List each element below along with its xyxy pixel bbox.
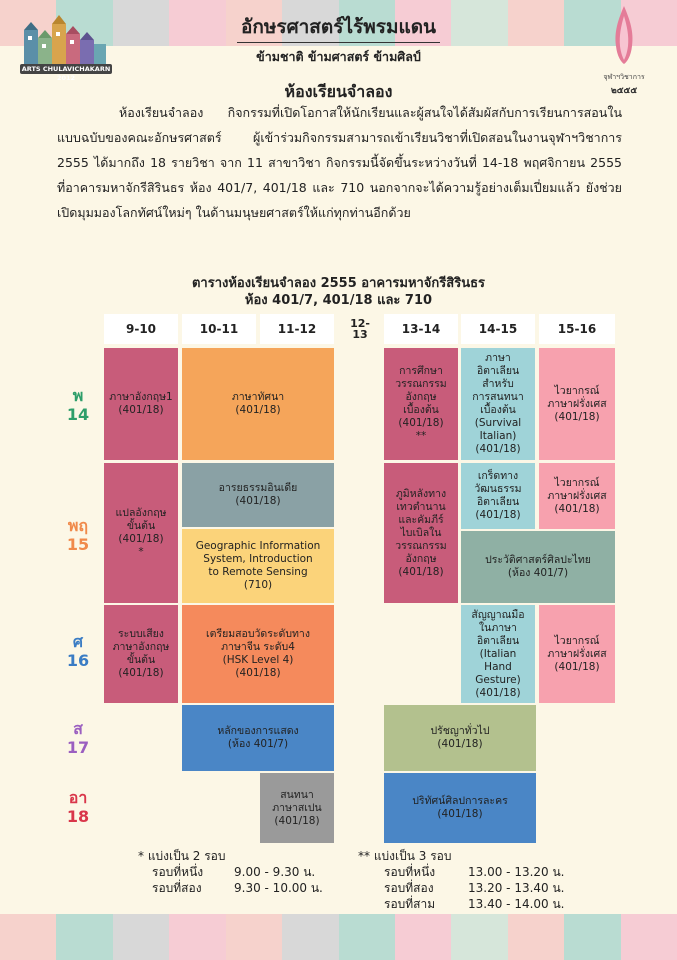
class-spanish-conversation <box>260 773 334 843</box>
bottom-color-stripe <box>0 914 677 960</box>
cell-text-line: ประวัติศาสตร์ศิลปะไทย <box>485 554 591 566</box>
class-hsk-level-4 <box>182 605 334 703</box>
col-header-10-11: 10-11 <box>182 314 256 344</box>
round-time: 13.00 - 13.20 น. <box>468 865 565 879</box>
day-abbr: พ <box>72 386 84 405</box>
cell-text-line: ภาษา <box>485 352 511 364</box>
cell-text-line: วรรณกรรม <box>395 539 447 552</box>
round-label: รอบที่สอง <box>384 881 434 895</box>
class-italian-hand-gesture <box>461 605 535 703</box>
cell-text-line: สำหรับ <box>482 378 514 390</box>
round-time: 9.00 - 9.30 น. <box>234 865 316 879</box>
cell-text-line: อังกฤษ <box>405 552 437 565</box>
day-label-thu <box>55 516 101 554</box>
cell-text-line: ไวยากรณ์ <box>554 476 600 489</box>
col-header-15-16: 15-16 <box>539 314 615 344</box>
cell-text-line: การสนทนา <box>472 391 524 403</box>
page-subtitle: ข้ามชาติ ข้ามศาสตร์ ข้ามศิลป์ <box>256 49 421 64</box>
cell-text-line: (401/18) <box>398 417 444 429</box>
cell-text-line: (401/18) <box>475 686 521 699</box>
page-header <box>0 8 677 67</box>
note-round-row <box>358 896 565 912</box>
class-indian-civilization <box>182 463 334 527</box>
cell-text-line: (401/18) <box>437 738 483 750</box>
class-intro-english-literature <box>384 348 458 460</box>
cell-text-line: (ห้อง 401/7) <box>507 567 569 579</box>
cell-text-line: อังกฤษ <box>405 391 437 403</box>
col-header-12: 12- <box>350 317 370 330</box>
cell-text-line: ภาษาสเปน <box>272 801 322 814</box>
class-french-grammar-2 <box>539 463 615 529</box>
cell-text-line: (HSK Level 4) <box>222 654 294 666</box>
day-label-fri <box>55 632 101 670</box>
col-header-12-13 <box>340 314 380 344</box>
cell-text-line: เบื้องต้น <box>480 404 516 416</box>
cell-text-line: System, Introduction <box>203 553 313 565</box>
page-title: อักษรศาสตร์ไร้พรมแดน <box>237 12 440 43</box>
note-round-row <box>358 864 565 880</box>
cell-text-line: Gesture) <box>475 673 521 686</box>
note-round-row <box>138 864 323 880</box>
cell-text-line: วรรณกรรม <box>395 378 447 390</box>
cell-text-line: เกร็ดทาง <box>477 470 519 482</box>
schedule-title-line2: ห้อง 401/7, 401/18 และ 710 <box>244 293 433 308</box>
cell-text-line: (401/18) <box>554 660 600 673</box>
round-time: 13.40 - 14.00 น. <box>468 897 565 911</box>
day-label-sun <box>55 788 101 826</box>
day-num: 18 <box>66 807 90 826</box>
cell-text-line: เตรียมสอบวัดระดับทาง <box>206 628 310 640</box>
class-english1 <box>104 348 178 460</box>
cell-text-line: (401/18) <box>235 404 281 416</box>
cell-text-line: ขั้นต้น <box>126 654 156 666</box>
logo-right-text: จุฬาฯวิชาการ <box>603 73 645 81</box>
cell-text-line: ภาษาอังกฤษ <box>112 641 170 653</box>
class-thai-art-history <box>461 531 615 603</box>
class-french-grammar-3 <box>539 605 615 703</box>
cell-text-line: Hand <box>484 660 512 673</box>
cell-text-line: (401/18) <box>554 502 600 515</box>
cell-text-line: (ห้อง 401/7) <box>227 738 289 750</box>
col-header-13: 13 <box>352 328 368 341</box>
day-abbr: พฤ <box>67 516 89 535</box>
cell-text-line: (401/18) <box>554 410 600 423</box>
schedule-title-line1: ตารางห้องเรียนจำลอง 2555 อาคารมหาจักรีสิรินธร <box>191 276 485 291</box>
cell-text-line: แปลอังกฤษ <box>115 507 167 519</box>
logo-left-text: ARTS CHULAVICHAKARN 2012 <box>21 65 111 82</box>
cell-text-line: ภาษาฝรั่งเศส <box>547 489 607 502</box>
cell-text-line: ไวยากรณ์ <box>554 634 600 647</box>
col-header-13-14: 13-14 <box>384 314 458 344</box>
col-header-14-15: 14-15 <box>461 314 535 344</box>
day-num: 17 <box>66 738 90 757</box>
cell-text-line: (401/18) <box>118 667 164 679</box>
day-num: 14 <box>66 405 90 424</box>
round-label: รอบที่หนึ่ง <box>152 865 204 879</box>
cell-text-line: ไบเบิลใน <box>400 526 442 539</box>
cell-text-line: ระบบเสียง <box>118 628 164 640</box>
cell-text-line: สัญญาณมือ <box>471 608 525 621</box>
class-translation-english <box>104 463 178 603</box>
round-label: รอบที่สาม <box>384 897 436 911</box>
cell-text-line: ภูมิหลังทาง <box>395 487 447 500</box>
cell-text-line: อิตาเลียน <box>476 365 520 377</box>
cell-text-line: ภาษาจีน ระดับ4 <box>221 641 295 653</box>
cell-text-line: หลักของการแสดง <box>217 725 299 737</box>
class-theatre-survey <box>384 773 536 843</box>
day-abbr: ศ <box>72 632 84 651</box>
cell-text-line: การศึกษา <box>399 365 443 377</box>
note-two-rounds-title: * แบ่งเป็น 2 รอบ <box>138 849 226 863</box>
class-acting-principles <box>182 705 334 771</box>
cell-text-line: อิตาเลียน <box>476 634 520 647</box>
class-french-grammar-1 <box>539 348 615 460</box>
cell-text-line: ภาษาอังกฤษ1 <box>109 391 173 403</box>
class-english-phonology <box>104 605 178 703</box>
day-num: 15 <box>66 535 90 554</box>
note-three-rounds <box>358 848 565 912</box>
round-time: 13.20 - 13.40 น. <box>468 881 565 895</box>
cell-text-line: ภาษาทัศนา <box>231 391 285 403</box>
cell-text-line: (710) <box>243 579 273 591</box>
class-italian-culture <box>461 463 535 529</box>
cell-text-line: * <box>138 546 144 558</box>
cell-text-line: (401/18) <box>235 667 281 679</box>
cell-text-line: ปรัชญาทั่วไป <box>430 725 490 737</box>
note-round-row <box>358 880 565 896</box>
cell-text-line: Geographic Information <box>195 540 321 552</box>
cell-text-line: Italian) <box>479 430 517 442</box>
logo-right-year: ๒๕๕๕ <box>610 86 638 96</box>
day-abbr: อา <box>68 788 88 807</box>
day-abbr: ส <box>73 719 83 738</box>
note-round-row <box>138 880 323 896</box>
day-label-wed <box>55 386 101 424</box>
cell-text-line: ไวยากรณ์ <box>554 384 600 397</box>
intro-paragraph: ห้องเรียนจำลอง กิจกรรมที่เปิดโอกาสให้นักเรียนและผู้สนใจได้สัมผัสกับการเรียนการสอนในแบบฉบับของคณะอักษรศาสตร์ ผู้เข้าร่วมกิจกรรมสามารถเข้าเรียนวิชาที่เปิดสอนในงานจุฬาฯวิชาการ 2555 ได้มากถึง 18 รายวิชา จาก 11 สาขาวิชา กิจกรรมนี้จัดขึ้นระหว่างวันที่ 14-18 พฤศจิกายน 2555 ที่อาคารมหาจักรีสิรินธร ห้อง 401/7, 401/18 และ 710 นอกจากจะได้ความรู้อย่างเต็มเปี่ยมแล้ว ยังช่วยเปิดมุมมองโลกทัศน์ใหม่ๆ ในด้านมนุษยศาสตร์ให้แก่ทุกท่านอีกด้วย <box>57 105 622 220</box>
cell-text-line: วัฒนธรรม <box>474 483 522 495</box>
cell-text-line: (401/18) <box>235 495 281 507</box>
class-gis-remote-sensing <box>182 529 334 603</box>
class-mythology-bible-literature <box>384 463 458 603</box>
cell-text-line: ขั้นต้น <box>126 520 156 532</box>
col-header-9-10: 9-10 <box>104 314 178 344</box>
cell-text-line: ภาษาฝรั่งเศส <box>547 647 607 660</box>
round-label: รอบที่สอง <box>152 881 202 895</box>
day-label-sat <box>55 719 101 757</box>
class-survival-italian <box>461 348 535 460</box>
note-three-rounds-title: ** แบ่งเป็น 3 รอบ <box>358 849 452 863</box>
round-time: 9.30 - 10.00 น. <box>234 881 323 895</box>
cell-text-line: (Survival <box>474 417 522 429</box>
cell-text-line: อิตาเลียน <box>476 496 520 508</box>
cell-text-line: (401/18) <box>274 814 320 827</box>
class-general-philosophy <box>384 705 536 771</box>
cell-text-line: (401/18) <box>118 404 164 416</box>
cell-text-line: (401/18) <box>437 808 483 820</box>
cell-text-line: (401/18) <box>475 443 521 455</box>
cell-text-line: (401/18) <box>475 509 521 521</box>
cell-text-line: ปริทัศน์ศิลปการละคร <box>412 795 508 807</box>
schedule-title <box>0 275 677 309</box>
cell-text-line: สนทนา <box>280 788 314 801</box>
col-header-11-12: 11-12 <box>260 314 334 344</box>
cell-text-line: เบื้องต้น <box>403 404 439 416</box>
cell-text-line: ในภาษา <box>479 621 517 634</box>
class-visual-language <box>182 348 334 460</box>
section-heading: ห้องเรียนจำลอง <box>284 82 393 101</box>
cell-text-line: ภาษาฝรั่งเศส <box>547 397 607 410</box>
cell-text-line: และคัมภีร์ <box>398 513 444 526</box>
cell-text-line: (401/18) <box>398 565 444 578</box>
cell-text-line: อารยธรรมอินเดีย <box>218 482 298 494</box>
cell-text-line: to Remote Sensing <box>208 566 308 578</box>
round-label: รอบที่หนึ่ง <box>384 865 436 879</box>
cell-text-line: ** <box>415 430 427 442</box>
cell-text-line: (Italian <box>479 647 517 660</box>
day-num: 16 <box>66 651 90 670</box>
note-two-rounds <box>138 848 323 896</box>
cell-text-line: (401/18) <box>118 533 164 545</box>
cell-text-line: เทวตำนาน <box>396 500 446 513</box>
